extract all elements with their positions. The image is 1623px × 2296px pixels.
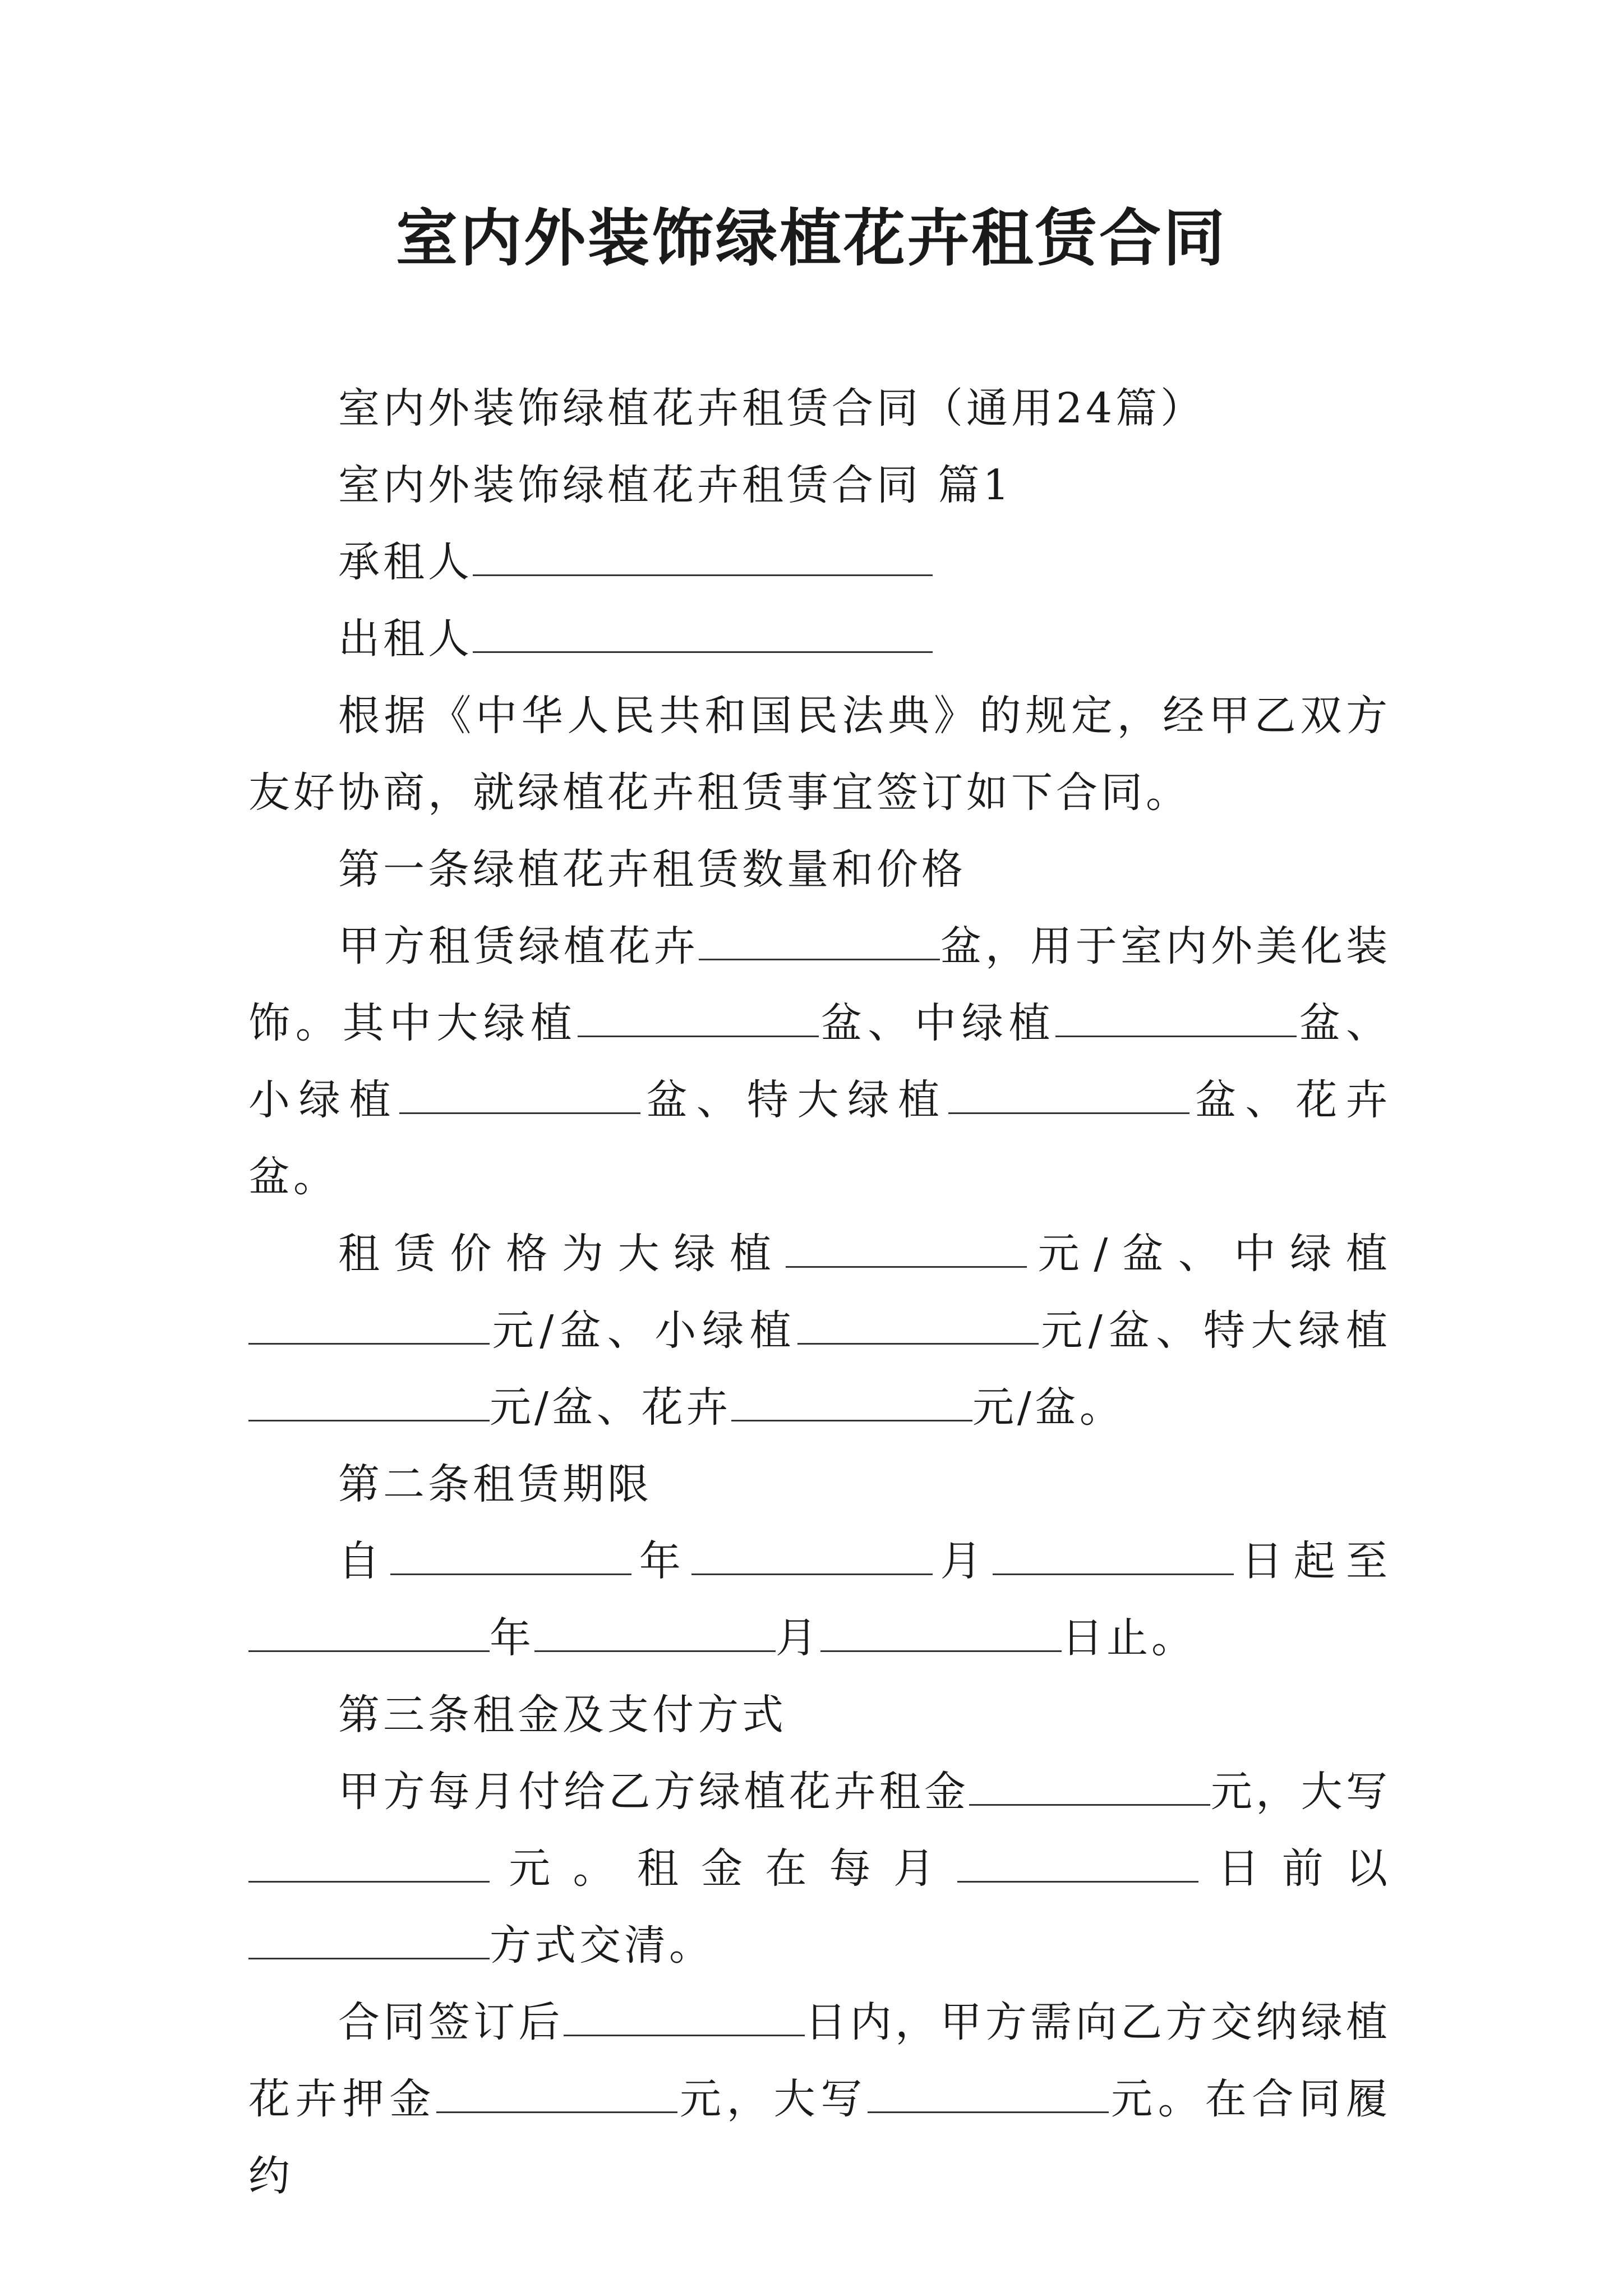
blank-start-day xyxy=(993,1534,1234,1575)
blank-xl-pots xyxy=(948,1073,1189,1114)
lessee-label: 承租人 xyxy=(338,538,473,586)
article3-rent-paragraph xyxy=(248,1754,1391,1984)
blank-end-day xyxy=(820,1611,1062,1652)
blank-deposit-days xyxy=(564,1995,805,2036)
blank-monthly-rent xyxy=(969,1765,1210,1806)
text-segment: 元/盆、中绿植 xyxy=(1026,1230,1391,1278)
text-segment: 月 xyxy=(933,1537,993,1585)
blank-start-month xyxy=(691,1534,933,1575)
text-segment: 租赁价格为大绿植 xyxy=(338,1230,786,1278)
text-segment: 方式交清。 xyxy=(490,1921,714,1970)
lessor-line xyxy=(248,601,1391,678)
blank-large-price xyxy=(786,1227,1027,1268)
text-segment: 元。在合同履约 xyxy=(248,2075,1391,2200)
article1-heading: 第一条绿植花卉租赁数量和价格 xyxy=(338,845,966,894)
text-segment: 元，大写 xyxy=(1210,1768,1391,1816)
blank-xl-price xyxy=(248,1381,490,1421)
text-segment: 日内，甲方需向乙方交纳绿植花卉押金 xyxy=(248,1998,1391,2123)
document-body xyxy=(248,370,1391,2215)
text-segment: 年 xyxy=(490,1614,534,1662)
text-segment: 盆、小绿植 xyxy=(248,999,1391,1124)
article2-term-paragraph xyxy=(248,1523,1391,1677)
blank-total-pots xyxy=(699,919,940,960)
lessor-label: 出租人 xyxy=(338,615,473,663)
lessee-blank xyxy=(473,535,933,576)
article1-price-paragraph xyxy=(248,1216,1391,1446)
blank-deposit-amount xyxy=(436,2072,677,2113)
text-segment: 盆、中绿植 xyxy=(818,999,1056,1047)
intro-paragraph: 根据《中华人民共和国民法典》的规定，经甲乙双方友好协商，就绿植花卉租赁事宜签订如下合同。 xyxy=(248,692,1391,817)
blank-medium-pots xyxy=(1055,996,1297,1037)
lessee-line xyxy=(248,524,1391,601)
text-segment: 盆、特大绿植 xyxy=(640,1076,948,1124)
blank-small-pots xyxy=(399,1073,640,1114)
text-segment: 元。租金在每月 xyxy=(490,1844,958,1893)
text-segment: 甲方租赁绿植花卉 xyxy=(338,922,699,970)
text-segment: 日起至 xyxy=(1233,1537,1391,1585)
text-segment: 元，大写 xyxy=(677,2075,868,2123)
blank-medium-price xyxy=(248,1304,490,1345)
text-segment: 盆、花卉盆。 xyxy=(248,1076,1391,1201)
article3-heading: 第三条租金及支付方式 xyxy=(338,1691,787,1739)
text-segment: 甲方每月付给乙方绿植花卉租金 xyxy=(338,1768,970,1816)
text-segment: 合同签订后 xyxy=(338,1998,564,2046)
document-subtitle: 室内外装饰绿植花卉租赁合同（通用24篇） xyxy=(338,384,1206,432)
blank-small-price xyxy=(797,1304,1039,1345)
blank-end-month xyxy=(534,1611,776,1652)
article2-heading: 第二条租赁期限 xyxy=(338,1460,652,1508)
blank-pay-method xyxy=(248,1918,490,1959)
blank-rent-in-words xyxy=(248,1842,490,1883)
text-segment: 盆，用于室内外美化装饰。其中大绿植 xyxy=(248,922,1391,1047)
blank-flower-price xyxy=(731,1381,972,1421)
text-segment: 元/盆、小绿植 xyxy=(490,1306,797,1355)
article3-deposit-paragraph xyxy=(248,1984,1391,2215)
text-segment: 日前以 xyxy=(1198,1844,1391,1893)
blank-pay-day xyxy=(957,1842,1198,1883)
blank-end-year xyxy=(248,1611,490,1652)
text-segment: 元/盆、花卉 xyxy=(490,1383,731,1432)
text-segment: 自 xyxy=(338,1537,391,1585)
text-segment: 元/盆。 xyxy=(972,1383,1124,1432)
text-segment: 元/盆、特大绿植 xyxy=(1038,1306,1391,1355)
article1-quantity-paragraph xyxy=(248,908,1391,1216)
text-segment: 年 xyxy=(631,1537,692,1585)
blank-large-pots xyxy=(578,996,819,1037)
text-segment: 月 xyxy=(776,1614,820,1662)
blank-start-year xyxy=(390,1534,631,1575)
lessor-blank xyxy=(473,612,933,653)
section-heading: 室内外装饰绿植花卉租赁合同 篇1 xyxy=(338,461,1013,509)
document-title: 室内外装饰绿植花卉租赁合同 xyxy=(396,202,1227,274)
blank-deposit-in-words xyxy=(868,2072,1109,2113)
text-segment: 日止。 xyxy=(1062,1614,1196,1662)
